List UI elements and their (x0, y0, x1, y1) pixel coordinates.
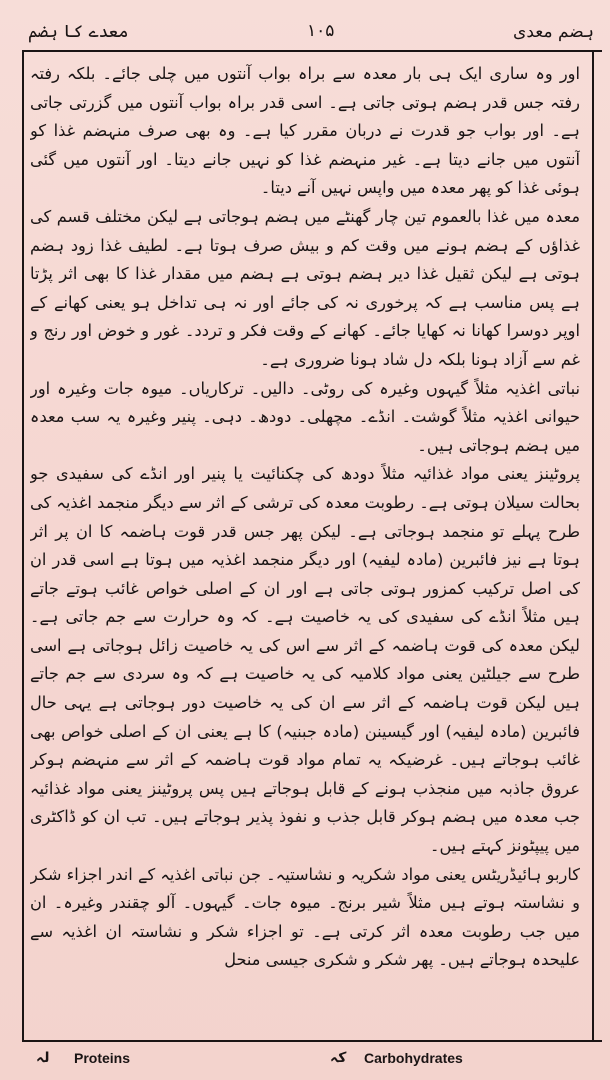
body-text (30, 60, 580, 1032)
footnote-urdu-1: لہ (36, 1050, 50, 1066)
footnote-bar (30, 1046, 590, 1074)
page-number: ۱۰۵ (307, 21, 335, 41)
paragraph: پروٹینز یعنی مواد غذائیہ مثلاً دودھ کی چکنائیت یا پنیر اور انڈے کی سفیدی جو بحالت سیلان ہوتی ہے۔ رطوبت معدہ کی ترشی کے اثر سے دیگر منجمد اغذیہ کی طرح پہلے تو منجمد ہوجاتی ہے۔ لیکن پھر جس قدر قوت ہاضمہ کا ان پر اثر ہوتا ہے نیز فائبرین (مادہ لیفیہ) اور دیگر منجمد اغذیہ میں ہوتا ہے اسی قدر ان کی اصل ترکیب کمزور ہوتی جاتی ہے اور ان کے اصلی خواص غائب ہوتے جاتے ہیں مثلاً انڈے کی سفیدی کی یہ خاصیت ہے۔ کہ وہ حرارت سے جم جاتی ہے۔ لیکن معدہ کی قوت ہاضمہ کے اثر سے اس کی یہ خاصیت زائل ہوجاتی ہے اسی طرح سے جیلٹین یعنی مواد کلامیہ کی یہ خاصیت ہے کہ وہ سردی سے جم جاتے ہیں لیکن قوت ہاضمہ کے اثر سے ان کی یہ خاصیت دور ہوجاتی ہے یہی حال فائبرین (مادہ لیفیہ) اور گیسینن (مادہ جبنیہ) کا ہے یعنی ان کے اصلی خواص بھی غائب ہوجاتے ہیں۔ غرضیکہ یہ تمام مواد قوت ہاضمہ کے اثر سے منہضم ہوکر عروق جاذبہ میں منجذب ہونے کے قابل ہوجاتے ہیں پس پروٹینز یعنی مواد غذائیہ جب معدہ میں ہضم ہوکر قابل جذب و نفوذ پذیر ہوجاتے ہیں۔ تب ان کو ڈاکٹری میں پیپٹونز کہتے ہیں۔ (30, 464, 580, 856)
header-right-title: ہضم معدی (513, 21, 594, 42)
footnote-urdu-2: کہ (330, 1050, 347, 1066)
paragraph: اور وہ ساری ایک ہی بار معدہ سے براہ بواب آنتوں میں چلی جائے۔ بلکہ رفتہ رفتہ جس قدر ہضم ہوتی جاتی ہے۔ اسی قدر براہ بواب آنتوں میں گزرتی جاتی ہے۔ اور بواب جو قدرت نے دربان مقرر کیا ہے۔ وہ بھی صرف منہضم غذا کو آنتوں میں جانے دیتا ہے۔ غیر منہضم غذا کو نہیں جانے دیتا۔ اور آنتوں میں گئی ہوئی غذا کو پھر معدہ میں واپس نہیں آنے دیتا۔ (30, 64, 580, 198)
running-header (28, 14, 594, 48)
paragraph: کاربو ہائیڈریٹس یعنی مواد شکریہ و نشاستیہ۔ جن نباتی اغذیہ کے اندر اجزاء شکر و نشاستہ ہوتے ہیں مثلاً شیر برنج۔ میوہ جات۔ گیہوں۔ آلو چقندر وغیرہ۔ ان میں جب رطوبت معدہ اثر کرتی ہے۔ تو اجزاء شکر و نشاستہ ان اغذیہ سے علیحدہ ہوجاتے ہیں۔ پھر شکر و شکری جیسی منحل (30, 864, 580, 970)
bottom-rule (22, 1040, 602, 1042)
footnote-term-2: Carbohydrates (364, 1050, 463, 1066)
paragraph: نباتی اغذیہ مثلاً گیہوں وغیرہ کی روٹی۔ دالیں۔ ترکاریاں۔ میوہ جات وغیرہ اور حیوانی اغذیہ مثلاً گوشت۔ انڈے۔ مچھلی۔ دودھ۔ دہی۔ پنیر وغیرہ یہ سب معدہ میں ہضم ہوجاتی ہیں۔ (30, 378, 580, 455)
header-left-title: معدے کا ہضم (28, 21, 129, 42)
footnote-term-1: Proteins (74, 1050, 131, 1066)
paragraph: معدہ میں غذا بالعموم تین چار گھنٹے میں ہضم ہوجاتی ہے لیکن مختلف قسم کی غذاؤں کے ہضم ہونے میں وقت کم و بیش صرف ہوتا ہے۔ لطیف غذا زود ہضم ہوتی ہے لیکن ثقیل غذا دیر ہضم ہوتی ہے ہضم میں مقدار غذا کا بھی اثر پڑتا ہے پس مناسب ہے کہ پرخوری نہ کی جائے اور نہ ہی تداخل ہو یعنی کھانے کے اوپر دوسرا کھانا نہ کھایا جائے۔ کھانے کے وقت فکر و تردد۔ غور و خوض اور رنج و غم سے آزاد ہونا بلکہ دل شاد ہونا ضروری ہے۔ (30, 206, 580, 369)
